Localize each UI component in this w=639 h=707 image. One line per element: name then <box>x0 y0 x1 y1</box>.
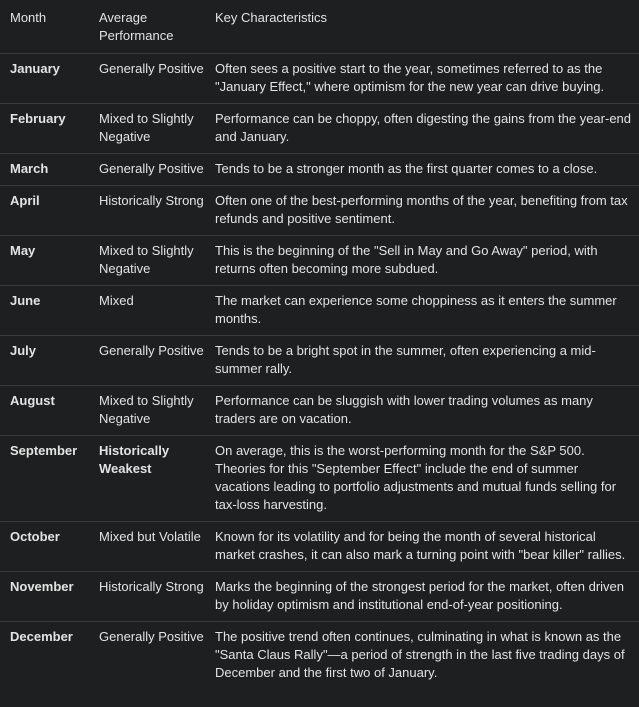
characteristics-cell: On average, this is the worst-performing month for the S&P 500. Theories for this "September Effect" include the end of summer vacations leading to portfolio adjustments and mutual funds selling for tax-loss harvesting. <box>215 443 617 512</box>
characteristics-cell: The market can experience some choppiness as it enters the summer months. <box>215 293 617 326</box>
month-cell: August <box>10 393 55 408</box>
month-cell: April <box>10 193 40 208</box>
month-cell: December <box>10 629 73 644</box>
header-average-performance: Average Performance <box>99 10 174 43</box>
performance-cell: Mixed but Volatile <box>99 529 201 544</box>
table-row <box>0 572 639 622</box>
table-body <box>0 54 639 690</box>
performance-cell: Historically Weakest <box>99 443 170 476</box>
month-cell: June <box>10 293 41 308</box>
table-row <box>0 436 639 522</box>
performance-cell: Mixed to Slightly Negative <box>99 243 194 276</box>
header-row <box>0 0 639 54</box>
performance-cell: Historically Strong <box>99 193 204 208</box>
performance-cell: Mixed to Slightly Negative <box>99 111 194 144</box>
month-cell: November <box>10 579 74 594</box>
table-row <box>0 622 639 690</box>
table-row <box>0 336 639 386</box>
characteristics-cell: Marks the beginning of the strongest period for the market, often driven by holiday optimism and institutional end-of-year positioning. <box>215 579 625 612</box>
performance-cell: Generally Positive <box>99 343 204 358</box>
month-cell: March <box>10 161 49 176</box>
month-cell: January <box>10 61 60 76</box>
table-row <box>0 386 639 436</box>
table-row <box>0 154 639 186</box>
characteristics-cell: Known for its volatility and for being the month of several historical market crashes, it can also mark a turning point with "bear killer" rallies. <box>215 529 626 562</box>
table-row <box>0 54 639 104</box>
header-key-characteristics: Key Characteristics <box>215 10 327 25</box>
performance-cell: Generally Positive <box>99 629 204 644</box>
month-cell: September <box>10 443 78 458</box>
table-row <box>0 104 639 154</box>
performance-cell: Historically Strong <box>99 579 204 594</box>
month-cell: February <box>10 111 66 126</box>
month-cell: October <box>10 529 60 544</box>
table-row <box>0 522 639 572</box>
characteristics-cell: This is the beginning of the "Sell in May and Go Away" period, with returns often becoming more subdued. <box>215 243 598 276</box>
characteristics-cell: Often one of the best-performing months of the year, benefiting from tax refunds and positive sentiment. <box>215 193 628 226</box>
performance-cell: Mixed to Slightly Negative <box>99 393 194 426</box>
table-row <box>0 186 639 236</box>
performance-cell: Mixed <box>99 293 134 308</box>
table-header <box>0 0 639 54</box>
table-row <box>0 236 639 286</box>
month-cell: July <box>10 343 37 358</box>
month-cell: May <box>10 243 36 258</box>
table-row <box>0 286 639 336</box>
characteristics-cell: Often sees a positive start to the year, sometimes referred to as the "January Effect," where optimism for the new year can drive buying. <box>215 61 605 94</box>
performance-cell: Generally Positive <box>99 61 204 76</box>
characteristics-cell: Tends to be a bright spot in the summer, often experiencing a mid-summer rally. <box>215 343 596 376</box>
performance-cell: Generally Positive <box>99 161 204 176</box>
characteristics-cell: Tends to be a stronger month as the first quarter comes to a close. <box>215 161 598 176</box>
characteristics-cell: The positive trend often continues, culminating in what is known as the "Santa Claus Rally"—a period of strength in the last five trading days of December and the first two of January. <box>215 629 625 680</box>
characteristics-cell: Performance can be sluggish with lower trading volumes as many traders are on vacation. <box>215 393 593 426</box>
characteristics-cell: Performance can be choppy, often digesting the gains from the year-end and January. <box>215 111 632 144</box>
header-month: Month <box>10 10 47 25</box>
